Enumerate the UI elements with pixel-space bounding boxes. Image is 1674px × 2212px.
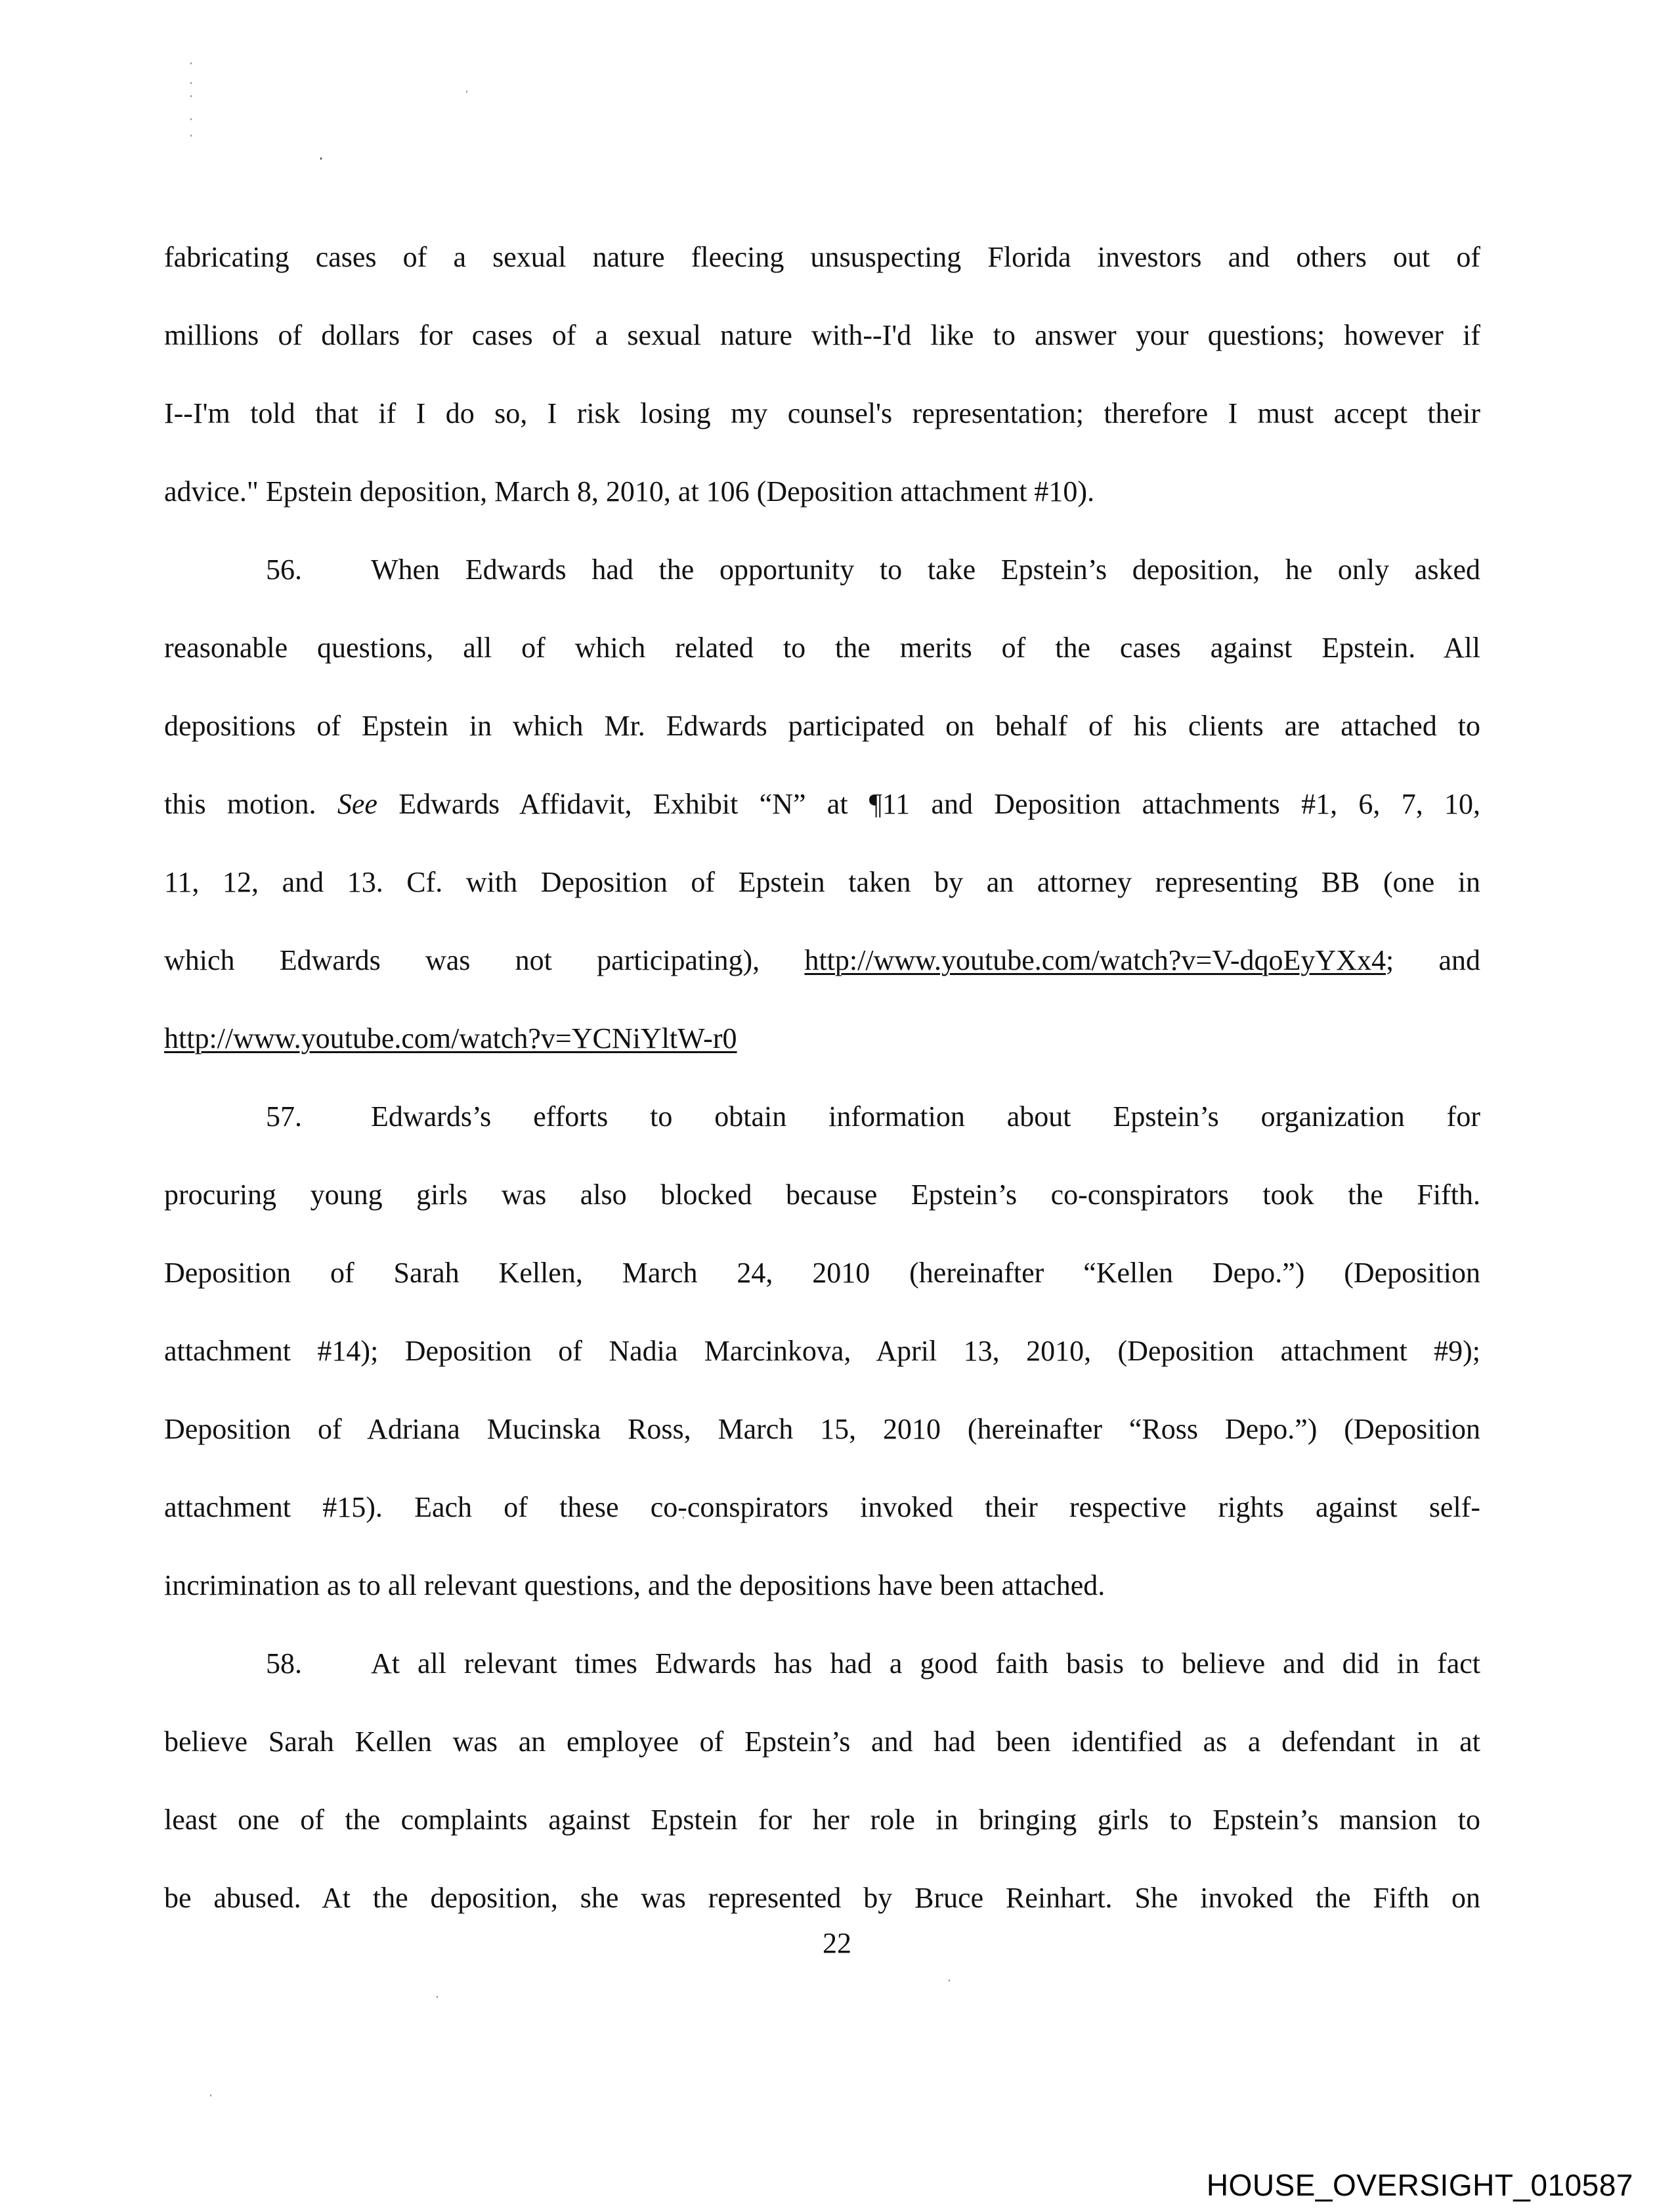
- scan-artifact: [190, 95, 192, 97]
- paragraph-text: At all relevant times Edwards has had a good faith basis to believe and did in fact: [371, 1647, 1480, 1680]
- body-line: fabricating cases of a sexual nature fleecing unsuspecting Florida investors and others out of: [164, 241, 1480, 273]
- paragraph-58-first-line: [266, 1644, 1480, 1683]
- paragraph-57-first-line: [266, 1097, 1480, 1137]
- body-line: I--I'm told that if I do so, I risk losing my counsel's representation; therefore I must accept their: [164, 397, 1480, 429]
- paragraph-text: When Edwards had the opportunity to take Epstein’s deposition, he only asked: [371, 553, 1480, 586]
- body-line: [164, 1019, 1480, 1058]
- paragraph-number: 57.: [266, 1100, 302, 1133]
- paragraph-56-first-line: [266, 550, 1480, 590]
- bates-stamp: HOUSE_OVERSIGHT_010587: [1206, 2168, 1633, 2202]
- text-segment: this motion.: [164, 788, 337, 820]
- body-line: [164, 785, 1480, 824]
- body-line: attachment #14); Deposition of Nadia Marcinkova, April 13, 2010, (Deposition attachment #9);: [164, 1335, 1480, 1367]
- scan-artifact: [190, 62, 192, 64]
- scan-artifact: [949, 1980, 950, 1982]
- text-segment: Edwards Affidavit, Exhibit “N” at ¶11 and Deposition attachments #1, 6, 7, 10,: [377, 788, 1480, 820]
- body-line: advice." Epstein deposition, March 8, 2010, at 106 (Deposition attachment #10).: [164, 475, 1095, 508]
- youtube-link-1[interactable]: http://www.youtube.com/watch?v=V-dqoEyYXx4: [804, 944, 1386, 976]
- body-line: least one of the complaints against Epstein for her role in bringing girls to Epstein’s mansion to: [164, 1804, 1480, 1836]
- citation-signal-see: See: [337, 788, 377, 820]
- scan-artifact: [466, 91, 467, 93]
- paragraph-text: Edwards’s efforts to obtain information about Epstein’s organization for: [371, 1100, 1480, 1133]
- body-line: [164, 941, 1480, 980]
- body-line: believe Sarah Kellen was an employee of Epstein’s and had been identified as a defendant in at: [164, 1725, 1480, 1758]
- paragraph-number: 58.: [266, 1647, 302, 1680]
- scan-artifact: [190, 135, 192, 137]
- scan-artifact: [190, 118, 192, 120]
- scan-artifact: [320, 158, 322, 160]
- body-line: Deposition of Adriana Mucinska Ross, March 15, 2010 (hereinafter “Ross Depo.”) (Deposition: [164, 1413, 1480, 1445]
- scan-artifact: [437, 1996, 438, 1998]
- body-line: incrimination as to all relevant questions, and the depositions have been attached.: [164, 1569, 1105, 1601]
- scan-artifact: [190, 82, 192, 84]
- paragraph-number: 56.: [266, 553, 302, 586]
- text-segment: which Edwards was not participating),: [164, 944, 805, 976]
- body-line: attachment #15). Each of these co-conspirators invoked their respective rights against self-: [164, 1491, 1480, 1523]
- body-line: Deposition of Sarah Kellen, March 24, 2010 (hereinafter “Kellen Depo.”) (Deposition: [164, 1257, 1480, 1289]
- body-line: reasonable questions, all of which related to the merits of the cases against Epstein. All: [164, 632, 1480, 664]
- youtube-link-2[interactable]: http://www.youtube.com/watch?v=YCNiYltW-r0: [164, 1022, 737, 1054]
- body-line: procuring young girls was also blocked because Epstein’s co-conspirators took the Fifth.: [164, 1179, 1480, 1211]
- text-segment: ; and: [1385, 944, 1480, 976]
- page-number: 22: [823, 1927, 851, 1959]
- scan-artifact: [210, 2094, 211, 2096]
- body-line: 11, 12, and 13. Cf. with Deposition of Epstein taken by an attorney representing BB (one in: [164, 866, 1480, 898]
- body-line: be abused. At the deposition, she was represented by Bruce Reinhart. She invoked the Fifth on: [164, 1882, 1480, 1914]
- body-line: millions of dollars for cases of a sexual nature with--I'd like to answer your questions; however if: [164, 319, 1480, 351]
- body-line: depositions of Epstein in which Mr. Edwards participated on behalf of his clients are attached to: [164, 710, 1480, 742]
